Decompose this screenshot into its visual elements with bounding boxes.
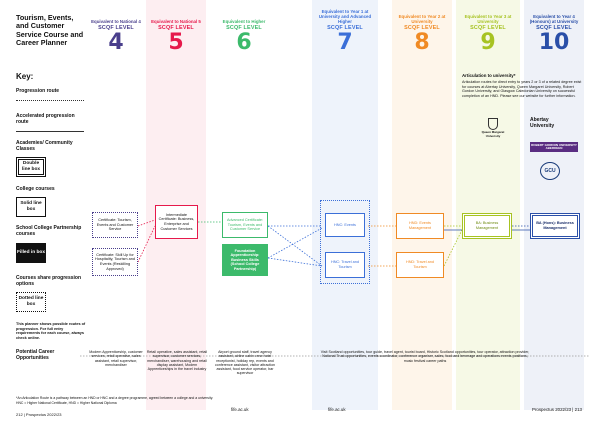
key-school-label: School College Partnership courses bbox=[16, 225, 82, 237]
key-filled-box: Filled in box bbox=[16, 243, 46, 263]
level-8-number: 8 bbox=[414, 30, 430, 55]
route-6b-to-7b bbox=[268, 258, 322, 266]
course-ba-hons-business-management: BA (Hons): Business Management bbox=[530, 213, 580, 239]
key-note: This planner shows possible routes of progression. For full entry requirements for each course, always check online. bbox=[16, 322, 86, 340]
key-accelerated-line bbox=[16, 131, 84, 132]
level-4-number: 4 bbox=[108, 30, 124, 55]
careers-level-6: Airport ground staff, travel agency assistant, airline cabin crew hotel receptionist, holiday rep, events and conference assistant, visitor attraction assistant, food service operator, bar supervisor bbox=[214, 350, 276, 376]
footer-page-right: Prospectus 2022/23 | 213 bbox=[532, 407, 582, 412]
footer-url-left[interactable]: fife.ac.uk bbox=[231, 407, 249, 412]
qmu-logo: Queen Margaret University bbox=[478, 118, 508, 138]
level-8-equivalent: Equivalent to Year 2 at University bbox=[398, 14, 446, 24]
route-8b-to-9 bbox=[444, 230, 462, 266]
level-10-scqf: SCQF LEVEL bbox=[536, 25, 572, 31]
level-9-scqf: SCQF LEVEL bbox=[470, 25, 506, 31]
level-6-equivalent: Equivalent to Higher bbox=[222, 19, 266, 24]
course-hnc-travel-tourism: HNC: Travel and Tourism bbox=[325, 252, 365, 278]
key-academies-label: Academies/ Community Classes bbox=[16, 140, 73, 152]
course-hnd-events-management: HND: Events Management bbox=[396, 213, 444, 239]
level-10-number: 10 bbox=[538, 30, 570, 55]
course-ba-business-management: BA: Business Management bbox=[462, 213, 512, 239]
level-7-equivalent: Equivalent to Year 1 at University and Advanced Higher bbox=[318, 9, 372, 24]
level-10-equivalent: Equivalent to Year 4 (Honours) at University bbox=[529, 14, 579, 24]
key-accelerated-label: Accelerated progression route bbox=[16, 113, 75, 125]
key-dotted-box: Dotted line box bbox=[16, 292, 46, 312]
articulation-heading: Articulation to university* bbox=[462, 73, 516, 78]
route-6a-to-7b bbox=[268, 226, 322, 266]
route-6b-to-7a bbox=[268, 228, 322, 258]
course-certificate-skill-up: Certificate: Skill Up for Hospitality, Tourism and Events (Reskilling Approved) bbox=[92, 248, 138, 276]
rgu-logo: ROBERT GORDON UNIVERSITY ABERDEEN bbox=[530, 142, 578, 152]
level-4-equivalent: Equivalent to National 4 bbox=[91, 19, 141, 24]
qmu-crest-icon bbox=[488, 118, 498, 130]
level-5-number: 5 bbox=[168, 30, 184, 55]
level-5-scqf: SCQF LEVEL bbox=[158, 25, 194, 31]
level-8-scqf: SCQF LEVEL bbox=[404, 25, 440, 31]
footer-note-articulation: *An Articulation Route is a pathway between an HND or HNC and a degree programme, agreed between a college and a university. bbox=[16, 396, 214, 400]
key-double-box: Double line box bbox=[16, 157, 46, 177]
abertay-logo: Abertay University bbox=[530, 117, 555, 129]
careers-level-5: Retail operative, sales assistant, retail supervisor, customer services, merchandiser, warehousing and retail display assistant, Modern Apprenticeships in the travel industry bbox=[146, 350, 208, 372]
level-7-scqf: SCQF LEVEL bbox=[327, 25, 363, 31]
key-solid-box: Solid line box bbox=[16, 197, 46, 217]
course-hnc-events: HNC: Events bbox=[325, 213, 365, 237]
footer-url-right[interactable]: fife.ac.uk bbox=[328, 407, 346, 412]
careers-level-4: Modern Apprenticeship, customer services, retail operative, sales assistant, retail supervisor, merchandiser bbox=[89, 350, 143, 367]
key-college-label: College courses bbox=[16, 186, 55, 192]
level-4-scqf: SCQF LEVEL bbox=[98, 25, 134, 31]
key-shared-label: Courses share progression options bbox=[16, 275, 82, 287]
course-hnd-travel-tourism: HND: Travel and Tourism bbox=[396, 252, 444, 278]
articulation-text: Articulation routes for direct entry to years 2 or 3 of a related degree exist for courses at Abertay University, Queen Margaret University, Robert Gordon University, and Glasgow Caledonian University on successful completion of an HND. Please see our website for further information. bbox=[462, 80, 582, 98]
key-progression-line bbox=[16, 100, 84, 101]
careers-level-7-plus: Visit Scotland opportunities, tour guide, travel agent, tourist board, Historic Scotland opportunities, tour operator, attraction provider, National Trust opportunities, events coordinator, conference organiser, sales, food and beverage and operations events positions, music festival career paths bbox=[320, 350, 530, 363]
level-6-scqf: SCQF LEVEL bbox=[226, 25, 262, 31]
footer-page-left: 212 | Prospectus 2022/23 bbox=[16, 412, 62, 417]
course-foundation-apprenticeship: Foundation Apprenticeship: Business Skills (School College Partnership) bbox=[222, 244, 268, 276]
level-9-equivalent: Equivalent to Year 3 at University bbox=[464, 14, 512, 24]
level-7-number: 7 bbox=[337, 30, 353, 55]
route-4a-to-5 bbox=[138, 220, 155, 226]
course-advanced-certificate: Advanced Certificate: Tourism, Events and Customer Service bbox=[222, 212, 268, 238]
careers-heading: Potential Career Opportunities bbox=[16, 349, 55, 361]
level-6-number: 6 bbox=[236, 30, 252, 55]
gcu-logo: GCU bbox=[535, 162, 565, 182]
course-certificate-tourism-events: Certificate: Tourism, Events and Customer Service bbox=[92, 212, 138, 238]
route-4b-to-5 bbox=[138, 226, 155, 262]
key-heading: Key: bbox=[16, 72, 34, 81]
page-title: Tourism, Events, and Customer Service Course and Career Planner bbox=[16, 13, 84, 48]
key-progression-label: Progression route bbox=[16, 88, 60, 94]
level-5-equivalent: Equivalent to National 5 bbox=[151, 19, 201, 24]
course-intermediate-business: Intermediate Certificate: Business, Enterprise and Customer Services bbox=[155, 205, 198, 239]
footer-note-abbreviations: HNC = Higher National Certificate, HND = Higher National Diploma bbox=[16, 401, 117, 405]
level-9-number: 9 bbox=[480, 30, 496, 55]
